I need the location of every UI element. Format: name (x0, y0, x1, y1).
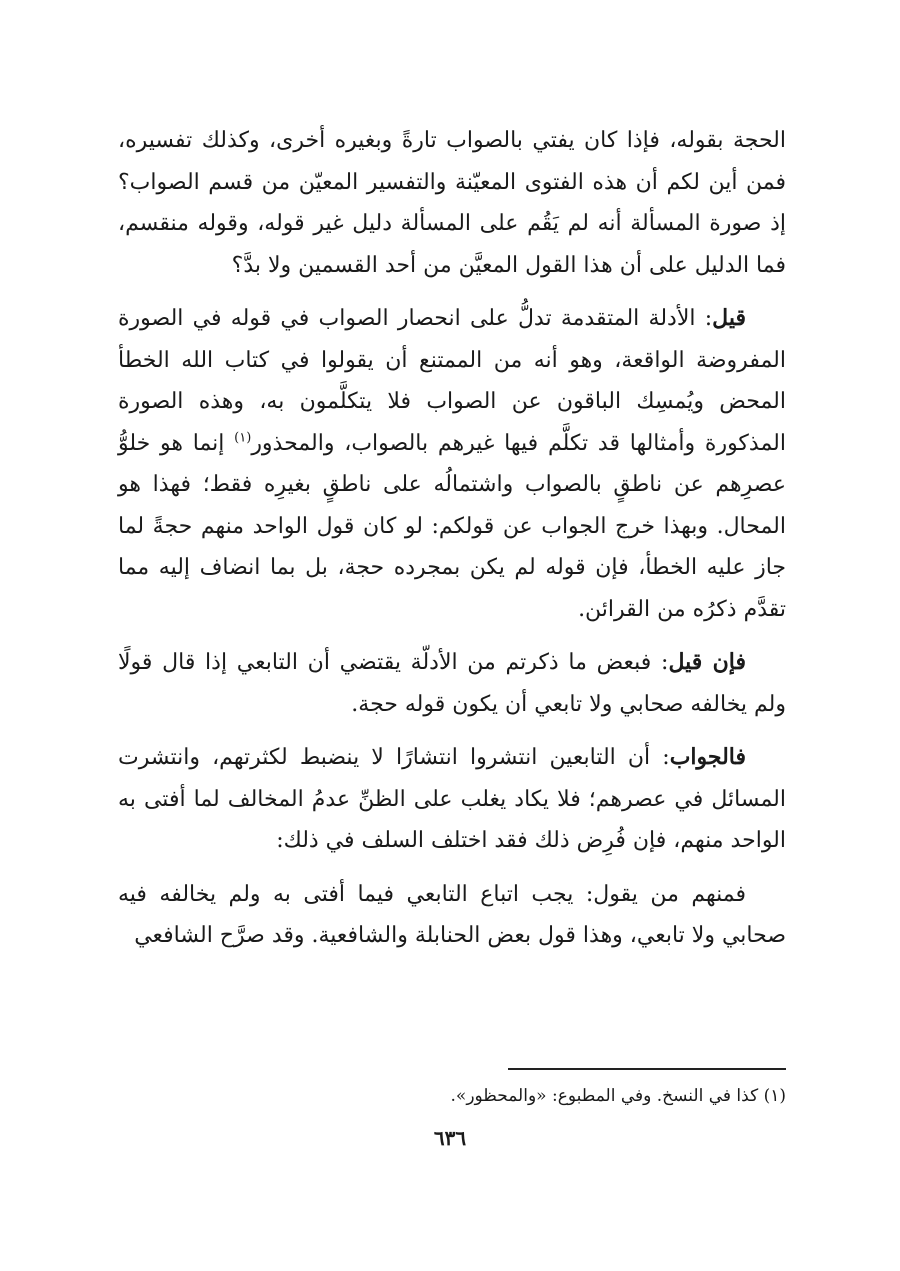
paragraph-5-text: فمنهم من يقول: يجب اتباع التابعي فيما أفتى به ولم يخالفه فيه صحابي ولا تابعي، وهذا قول بعض الحنابلة والشافعية. وقد صرَّح الشافعي (118, 881, 786, 948)
footnote: (١) كذا في النسخ. وفي المطبوع: «والمحظور». (450, 1086, 786, 1106)
footnote-reference[interactable]: (١) (234, 430, 252, 446)
paragraph-2-text-a: : الأدلة المتقدمة تدلُّ على انحصار الصواب في قوله في الصورة المفروضة الواقعة، وهو أنه من الممتنع أن يقولوا في كتاب الله الخطأ المحض ويُمسِك الباقون عن الصواب فلا يتكلَّمون به، وهذه الصورة المذكورة وأمثالها قد تكلَّم فيها غيرهم بالصواب، والمحذور (118, 306, 786, 456)
paragraph-3-text: : فبعض ما ذكرتم من الأدلّة يقتضي أن التابعي إذا قال قولًا ولم يخالفه صحابي ولا تابعي أن يكون قوله حجة. (118, 650, 786, 717)
paragraph-3-lead: فإن قيل (668, 649, 746, 675)
footnote-divider (508, 1068, 786, 1070)
paragraph-1 (118, 120, 786, 286)
paragraph-2-text-b: إنما هو خلوُّ عصرِهم عن ناطقٍ بالصواب واشتمالُه على ناطقٍ بغيرِه فقط؛ فهذا هو المحال. وبهذا خرج الجواب عن قولكم: لو كان قول الواحد منهم حجةً لما جاز عليه الخطأ، فإن قوله لم يكن بمجرده حجة، بل بما انضاف إليه مما تقدَّم ذكرُه من القرائن. (118, 430, 786, 622)
paragraph-5 (118, 874, 786, 957)
paragraph-2 (118, 298, 786, 630)
paragraph-2-lead: قيل (712, 305, 746, 331)
page-body (118, 120, 786, 969)
page-number: ٦٣٦ (433, 1126, 467, 1150)
paragraph-4-lead: فالجواب (669, 744, 746, 770)
paragraph-3 (118, 642, 786, 725)
paragraph-1-text: الحجة بقوله، فإذا كان يفتي بالصواب تارةً وبغيره أخرى، وكذلك تفسيره، فمن أين لكم أن هذه الفتوى المعيّنة والتفسير المعيّن من قسم الصواب؟ إذ صورة المسألة أنه لم يَقُم على المسألة دليل غير قوله، وقوله منقسم، فما الدليل على أن هذا القول المعيَّن من أحد القسمين ولا بدَّ؟ (118, 128, 786, 278)
paragraph-4 (118, 737, 786, 862)
paragraph-4-text: : أن التابعين انتشروا انتشارًا لا ينضبط لكثرتهم، وانتشرت المسائل في عصرهم؛ فلا يكاد يغلب على الظنِّ عدمُ المخالف لما أفتى به الواحد منهم، فإن فُرِض ذلك فقد اختلف السلف في ذلك: (118, 745, 786, 853)
